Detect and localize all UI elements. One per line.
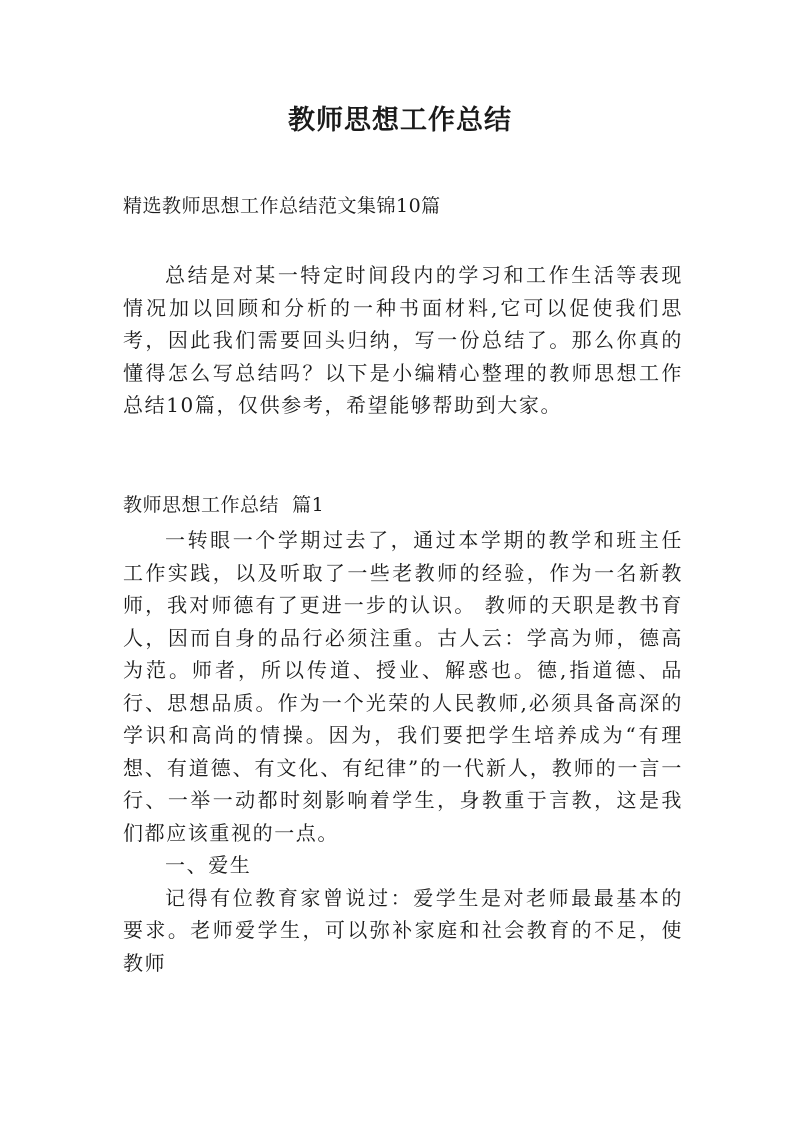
- section-heading: 教师思想工作总结 篇1: [123, 494, 325, 516]
- intro-paragraph: 总结是对某一特定时间段内的学习和工作生活等表现情况加以回顾和分析的一种书面材料,它可以促使我们思考，因此我们需要回头归纳，写一份总结了。那么你真的懂得怎么写总结吗？以下是小编精心整理的教师思想工作总结10篇，仅供参考，希望能够帮助到大家。: [123, 263, 683, 417]
- document-subtitle: 精选教师思想工作总结范文集锦10篇: [123, 195, 441, 217]
- document-title: 教师思想工作总结: [288, 105, 512, 136]
- section-paragraph: 记得有位教育家曾说过：爱学生是对老师最最基本的要求。老师爱学生，可以弥补家庭和社会教育的不足，使教师: [123, 885, 683, 975]
- section-subheading: 一、爱生: [165, 853, 252, 877]
- section-paragraph: 一转眼一个学期过去了，通过本学期的教学和班主任工作实践，以及听取了一些老教师的经验，作为一名新教师，我对师德有了更进一步的认识。 教师的天职是教书育人，因而自身的品行必须注重。古人云：学高为师，德高为范。师者，所以传道、授业、解惑也。德,指道德、品行、思想品质。作为一个光荣的人民教师,必须具备高深的学识和高尚的情操。因为，我们要把学生培养成为“有理想、有道德、有文化、有纪律”的一代新人，教师的一言一行、一举一动都时刻影响着学生，身教重于言教，这是我们都应该重视的一点。: [123, 528, 683, 845]
- section-body: [123, 524, 683, 979]
